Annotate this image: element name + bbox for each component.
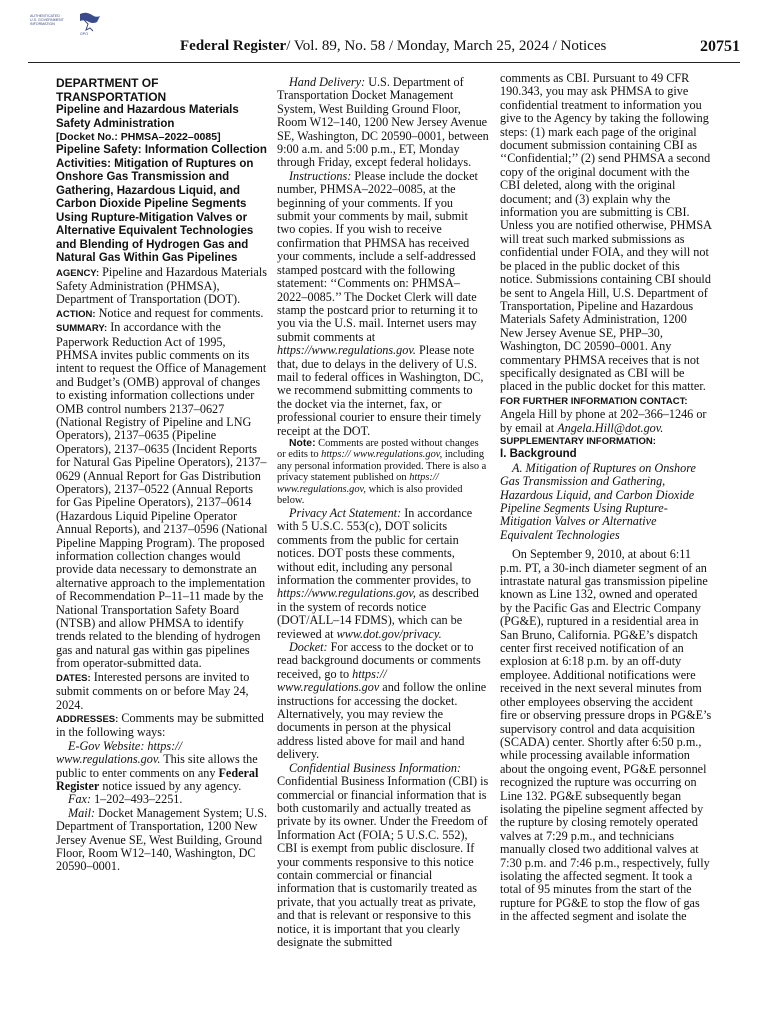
- mail-paragraph: Mail: Docket Management System; U.S. Department of Transportation, 1200 New Jersey Avenue SE, West Building, Ground Floor, Room W12–140, Washington, DC 20590–0001.: [56, 805, 268, 874]
- docket-number: [Docket No.: PHMSA–2022–0085]: [56, 131, 221, 143]
- note-paragraph: Note: Comments are posted without changes or edits to https:// www.regulations.gov, including any personal information provided. There is also a privacy statement published on https:// www.regulations.gov, which is also provided below.: [277, 437, 487, 507]
- egov-paragraph: E-Gov Website: https:// www.regulations.gov. This site allows the public to enter comments on any Federal Register notice issued by any agency.: [56, 738, 259, 793]
- summary-section: SUMMARY: In accordance with the Paperwork Reduction Act of 1995, PHMSA invites public comments on its intent to request the Office of Management and Budget’s (OMB) approval of changes to existing information collections under OMB control numbers 2137–0627 (National Registry of Pipeline and LNG Operators), 2137–0635 (Pipeline Operators), 2137–0635 (Incident Reports for Natural Gas Pipeline Operators), 2137–0629 (Annual Report for Gas Distribution Operators), 2137–0522 (Annual Reports for Gas Pipeline Operators), 2137–0614 (Hazardous Liquid Pipeline Operator Annual Reports), and 2137–0596 (National Pipeline Mapping Program). The proposed information collection changes would provide data necessary to demonstrate an alternative approach to the implementation of Recommendation P–11–11 made by the National Transportation Safety Board (NTSB) and allow PHMSA to identify trends related to the blending of hydrogen gas and natural gas within gas pipelines from operator-submitted data.: [56, 320, 268, 671]
- subsection-heading: A. Mitigation of Ruptures on Onshore Gas Transmission and Gathering, Hazardous Liquid, and Carbon Dioxide Pipeline Segments Using Rupture-Mitigation Valves or Alternative Equivalent Technologies: [500, 460, 696, 542]
- page-header: [180, 38, 740, 60]
- column-2: [277, 76, 489, 949]
- regulations-link[interactable]: https:// www.regulations.gov: [277, 666, 387, 695]
- journal-name: Federal Register: [180, 38, 287, 54]
- regulations-link[interactable]: https:// www.regulations.gov,: [321, 449, 443, 461]
- fax-paragraph: Fax: 1–202–493–2251.: [68, 792, 183, 807]
- header-rule: [28, 62, 740, 63]
- addresses-section: ADDRESSES: Comments may be submitted in the following ways:: [56, 710, 264, 740]
- cbi-paragraph: Confidential Business Information: Confidential Business Information (CBI) is commercial or financial information that is both customarily and actually treated as private by its owner. Under the Freedom of Information Act (FOIA; 5 U.S.C. 552), CBI is exempt from public disclosure. If your comments responsive to this notice contain commercial or financial information that is customarily treated as private, that you actually treat as private, and that is relevant or responsive to this notice, it is important that you clearly designate the submitted: [277, 760, 489, 949]
- contact-section: FOR FURTHER INFORMATION CONTACT: Angela Hill by phone at 202–366–1246 or by email at Angela.Hill@dot.gov.: [500, 395, 707, 435]
- regulations-link[interactable]: https://www.regulations.gov,: [277, 586, 416, 601]
- hand-delivery-paragraph: Hand Delivery: U.S. Department of Transportation Docket Management System, West Building Ground Floor, Room W12–140, 1200 New Jersey Avenue SE, Washington, DC 20590–0001, between 9:00 a.m. and 5:00 p.m., ET, Monday through Friday, except federal holidays.: [277, 75, 489, 170]
- agency-name: Pipeline and Hazardous Materials Safety Administration: [56, 104, 239, 130]
- volume-date: / Vol. 89, No. 58 / Monday, March 25, 2024 / Notices: [286, 38, 607, 54]
- background-heading: I. Background: [500, 448, 577, 461]
- column-3: [500, 72, 712, 924]
- supplementary-label: SUPPLEMENTARY INFORMATION:: [500, 435, 656, 447]
- docket-paragraph: Docket: For access to the docket or to read background documents or comments received, go to https:// www.regulations.gov and follow the online instructions for accessing the docket. Alternatively, you may review the documents in person at the physical address listed above for mail and hand delivery.: [277, 640, 487, 762]
- email-link[interactable]: Angela.Hill@dot.gov.: [557, 420, 664, 435]
- page-number: 20751: [700, 38, 740, 55]
- notice-title: Pipeline Safety: Information Collection Activities: Mitigation of Ruptures on Onshore Gas Transmission and Gathering, Hazardous Liquid, and Carbon Dioxide Pipeline Segments Using Rupture-Mitigation Valves or Alternative Equivalent Technologies and Blending of Hydrogen Gas and Natural Gas Within Gas Pipelines: [56, 144, 267, 264]
- cbi-continued: comments as CBI. Pursuant to 49 CFR 190.343, you may ask PHMSA to give confidential treatment to information you give to the Agency by taking the following steps: (1) mark each page of the original document submission containing CBI as ‘‘Confidential;’’ (2) send PHMSA a second copy of the original document with the CBI deleted, along with the original document; and (3) explain why the information you are submitting is CBI. Unless you are notified otherwise, PHMSA will treat such marked submissions as confidential under FOIA, and they will not be placed in the public docket of this notice. Submissions containing CBI should be sent to Angela Hill, U.S. Department of Transportation, Pipeline and Hazardous Materials Safety Administration, 1200 New Jersey Avenue SE, PHP–30, Washington, DC 20590–0001. Any commentary PHMSA receives that is not specifically designated as CBI will be placed in the public docket for this matter.: [500, 71, 712, 394]
- seal-line-2: U.S. GOVERNMENT: [30, 18, 64, 22]
- instructions-paragraph: Instructions: Please include the docket number, PHMSA–2022–0085, at the beginning of your comments. If you submit your comments by mail, submit two copies. If you wish to receive confirmation that PHMSA has received your comments, include a self-addressed stamped postcard with the following statement: ‘‘Comments on: PHMSA–2022–0085.’’ The Docket Clerk will date stamp the postcard prior to returning it to you via the U.S. mail. Internet users may submit comments at https://www.regulations.gov. Please note that, due to delays in the delivery of U.S. mail to federal offices in Washington, DC, we recommend submitting comments to the docket via the internet, fax, or professional courier to ensure their timely receipt at the DOT.: [277, 168, 484, 438]
- seal-line-4: GPO: [80, 32, 88, 36]
- background-body: On September 9, 2010, at about 6:11 p.m. PT, a 30-inch diameter segment of an intrastate natural gas transmission pipeline known as Line 132, owned and operated by the Pacific Gas and Electric Company (PG&E), ruptured in a residential area in San Bruno, California. PG&E’s dispatch center first received notification of an explosion at 6:18 p.m. by an off-duty employee. Additional notifications were received in the next several minutes from other employees observing the accident fire or observing pressure drops in PG&E’s supervisory control and data acquisition (SCADA) center. Shortly after 6:50 p.m., while processing available information about the ongoing event, PG&E personnel recognized the rupture was occurring on Line 132. PG&E subsequently began isolating the pipeline segment affected by the rupture by closing remotely operated valves at 7:29 p.m., and technicians manually closed two additional valves at 7:30 p.m. and 7:46 p.m., respectively, fully isolating the affected segment. It took a total of 95 minutes from the start of the rupture for PG&E to stop the flow of gas in the affected segment and isolate the: [500, 547, 712, 924]
- privacy-paragraph: Privacy Act Statement: In accordance with 5 U.S.C. 553(c), DOT solicits comments from the public for certain notices. DOT posts these comments, without edit, including any personal information the commenter provides, to https://www.regulations.gov, as described in the system of records notice (DOT/ALL–14 FDMS), which can be reviewed at www.dot.gov/privacy.: [277, 505, 479, 641]
- privacy-link[interactable]: www.dot.gov/privacy.: [336, 626, 442, 641]
- header-citation: [180, 38, 606, 55]
- gpo-authentication-seal-icon: [28, 10, 104, 40]
- regulations-link[interactable]: https:// www.regulations.gov,: [277, 472, 439, 495]
- action-section: ACTION: Notice and request for comments.: [56, 305, 264, 320]
- department-name: DEPARTMENT OF TRANSPORTATION: [56, 76, 167, 104]
- dates-section: DATES: Interested persons are invited to submit comments on or before May 24, 2024.: [56, 669, 250, 712]
- agency-section: AGENCY: Pipeline and Hazardous Materials Safety Administration (PHMSA), Department of Transportation (DOT).: [56, 264, 267, 307]
- regulations-link[interactable]: https://www.regulations.gov.: [277, 343, 416, 358]
- column-1: [56, 76, 268, 874]
- egov-link[interactable]: E-Gov Website: https:// www.regulations.gov.: [56, 738, 182, 767]
- seal-line-1: AUTHENTICATED: [30, 14, 60, 18]
- seal-line-3: INFORMATION: [30, 22, 55, 26]
